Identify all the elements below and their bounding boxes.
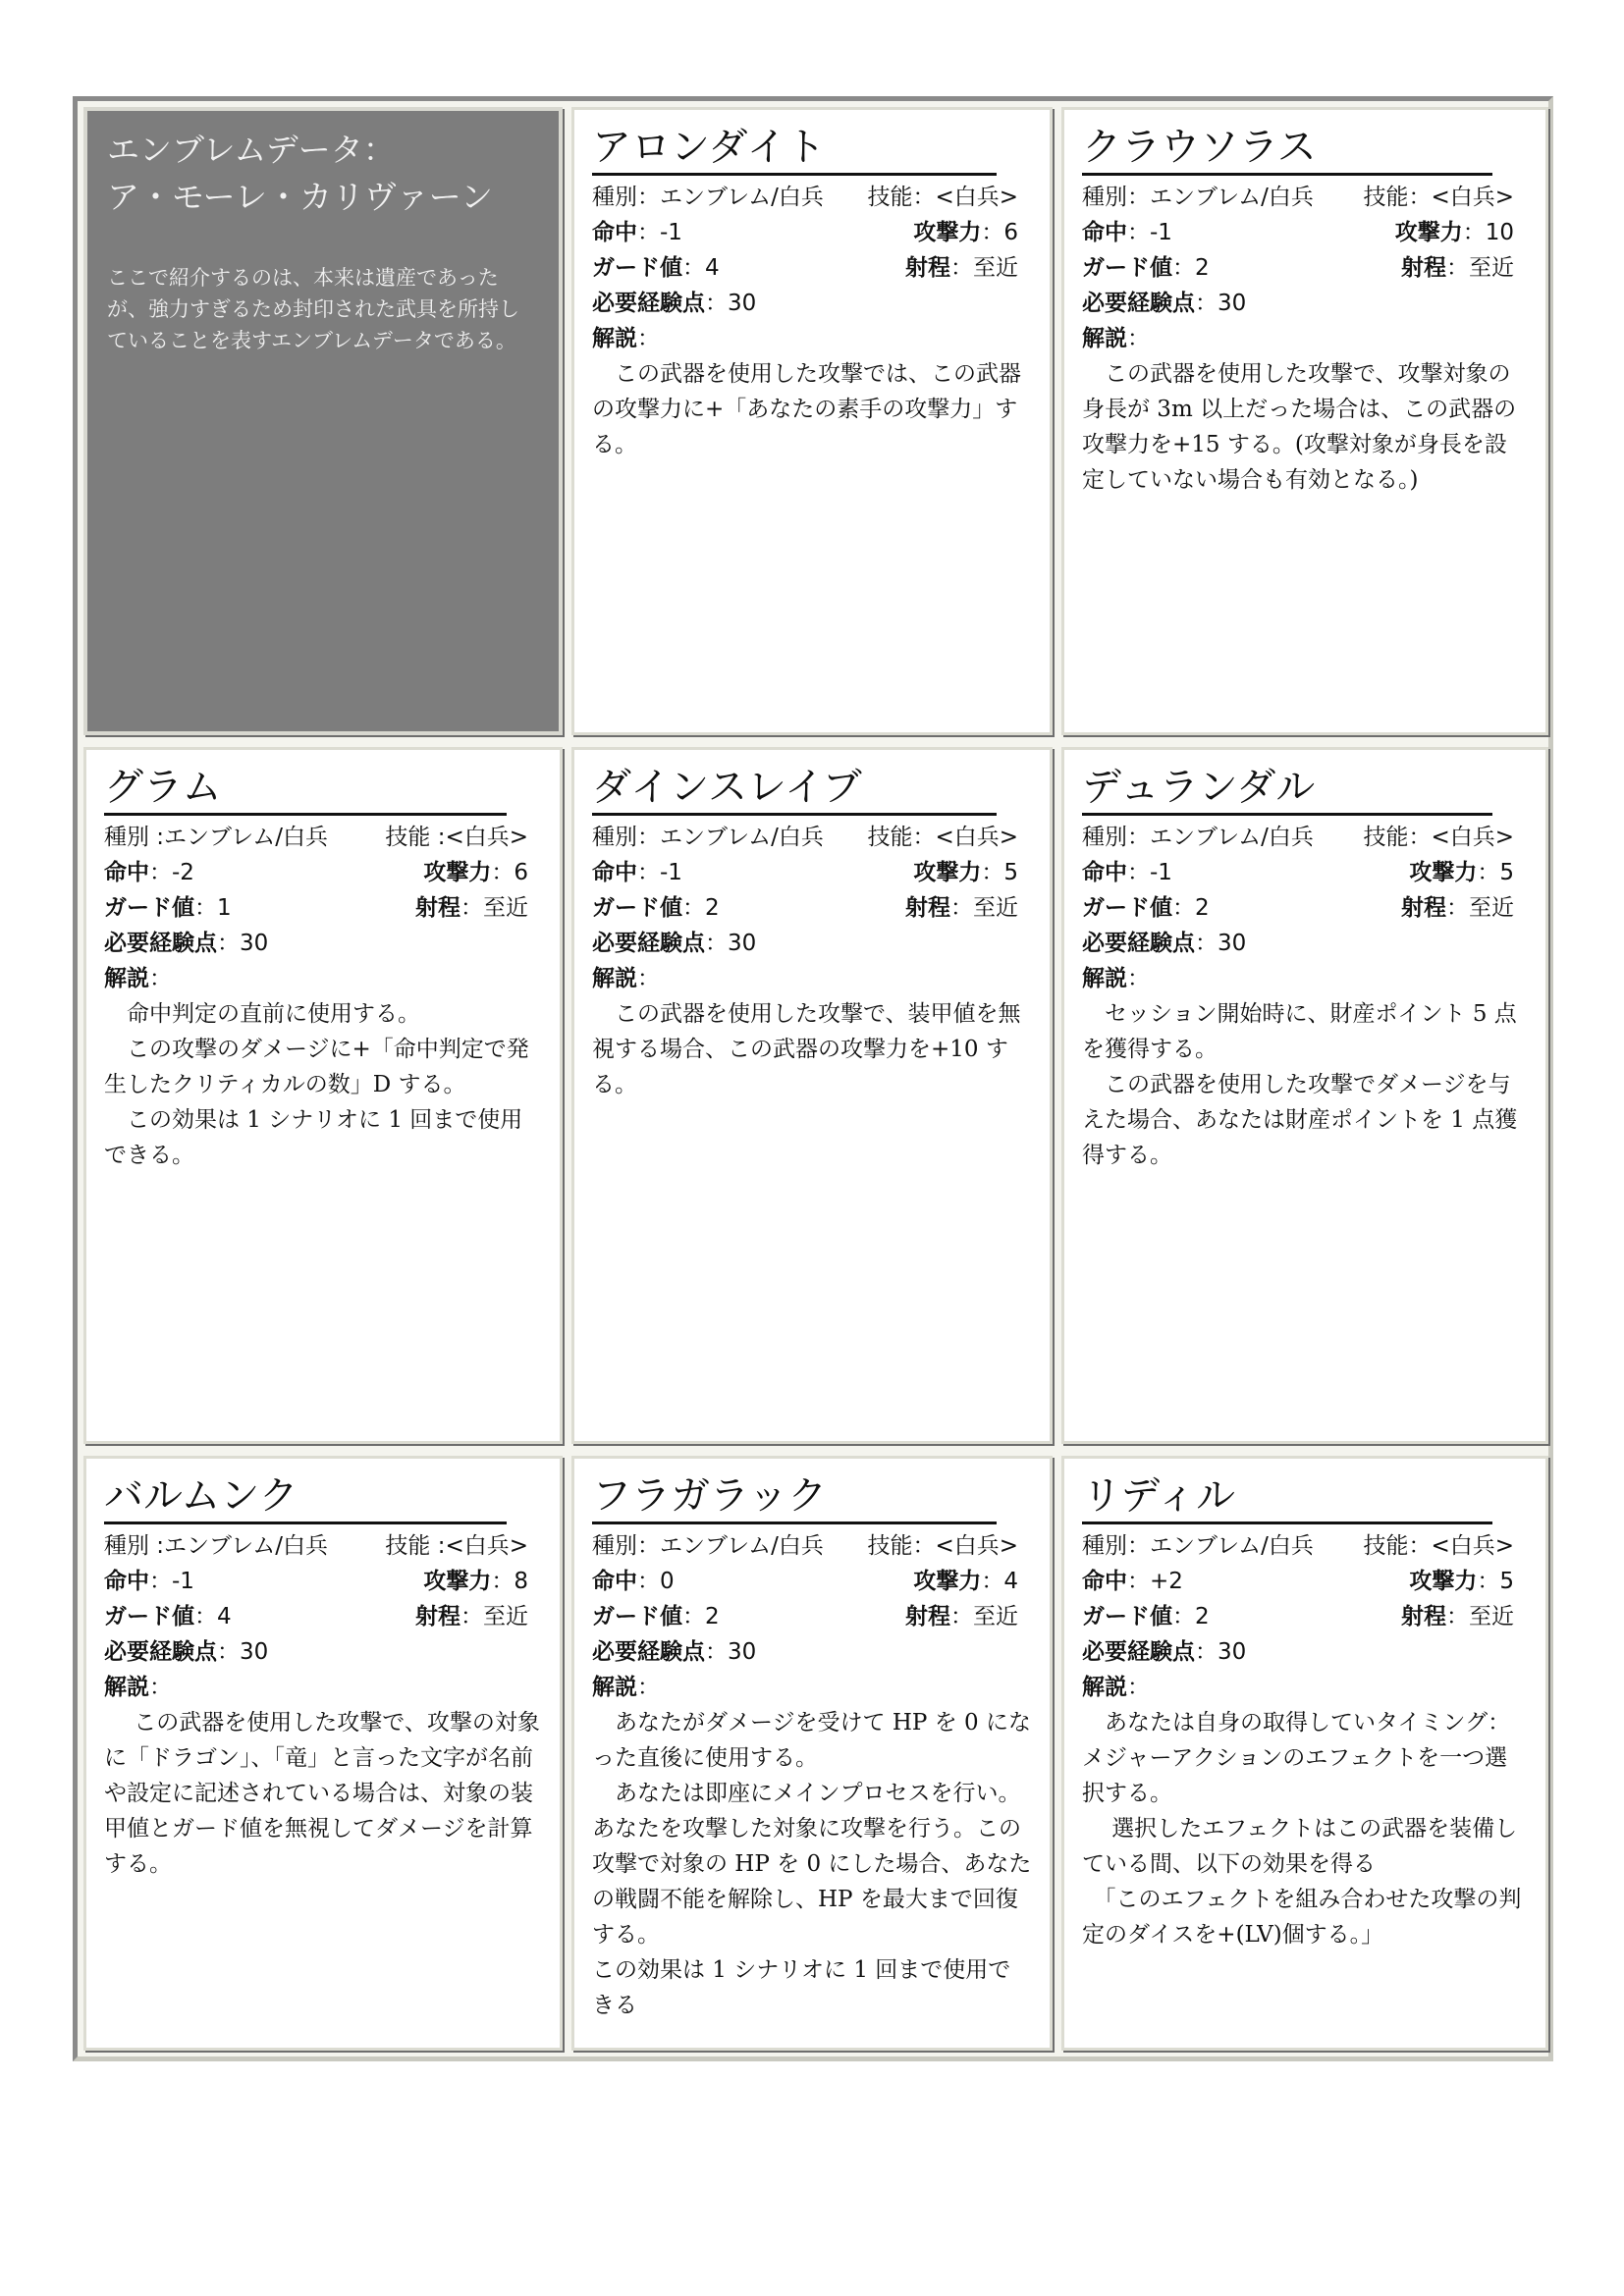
card-description (104, 996, 542, 1173)
emblem-card-arondight (571, 107, 1053, 735)
range-label: 射程 (1401, 895, 1446, 921)
explanation-label: 解説 (1082, 326, 1127, 351)
exp-row (104, 1634, 542, 1670)
range-value: ：至近 (460, 1604, 528, 1629)
description-paragraph: この攻撃のダメージに+「命中判定で発生したクリティカルの数」D する。 (104, 1037, 529, 1097)
description-paragraph: この効果は 1 シナリオに 1 回まで使用できる。 (104, 1107, 523, 1168)
guard-value: ：2 (1172, 255, 1210, 281)
skill-line: 技能：<白兵> (867, 185, 1018, 210)
type-skill-row (592, 820, 1032, 855)
hit-value: ：0 (637, 1569, 675, 1594)
guard-label: ガード値 (104, 895, 194, 921)
guard-range-row (592, 890, 1032, 926)
exp-row (1082, 926, 1528, 961)
card-name: リディル (1082, 1472, 1492, 1524)
explanation-label: 解説 (1082, 966, 1127, 991)
exp-label: 必要経験点 (1082, 1639, 1195, 1665)
exp-value: ：30 (217, 1639, 269, 1665)
type-line: 種別 :エンブレム/白兵 (104, 1533, 328, 1559)
guard-value: ：2 (682, 895, 720, 921)
description-paragraph: セッション開始時に、財産ポイント 5 点を獲得する。 (1082, 1001, 1517, 1062)
guard-range-row (592, 250, 1032, 286)
explanation-label: 解説 (1082, 1675, 1127, 1700)
attack-value: ：4 (981, 1569, 1018, 1594)
type-line: 種別：エンブレム/白兵 (1082, 1533, 1314, 1559)
skill-line: 技能 :<白兵> (385, 825, 528, 850)
card-name: グラム (104, 764, 507, 816)
range-value: ：至近 (1446, 1604, 1514, 1629)
type-skill-row (104, 820, 542, 855)
attack-label: 攻撃力 (1409, 860, 1478, 885)
guard-label: ガード値 (592, 255, 682, 281)
type-line: 種別：エンブレム/白兵 (1082, 825, 1314, 850)
explanation-row: 解説： (1082, 966, 1150, 991)
description-paragraph: 「このエフェクトを組み合わせた攻撃の判定のダイスを+(LV)個する。」 (1082, 1887, 1522, 1948)
emblem-card-balmung (83, 1456, 563, 2051)
exp-row (1082, 286, 1528, 321)
range-label: 射程 (905, 895, 950, 921)
explanation-row: 解説： (1082, 326, 1150, 351)
range-label: 射程 (1401, 255, 1446, 281)
emblem-card-dainsleif (571, 747, 1053, 1444)
guard-label: ガード値 (104, 1604, 194, 1629)
attack-label: 攻撃力 (913, 1569, 982, 1594)
hit-attack-row (1082, 855, 1528, 890)
attack-value: ：6 (491, 860, 528, 885)
range-label: 射程 (415, 895, 460, 921)
attack-label: 攻撃力 (913, 860, 982, 885)
type-skill-row (592, 180, 1032, 215)
hit-attack-row (104, 855, 542, 890)
explanation-row: 解説： (592, 1675, 660, 1700)
type-skill-row (592, 1528, 1032, 1564)
description-paragraph: あなたは自身の取得していタイミング：メジャーアクションのエフェクトを一つ選択する。 (1082, 1710, 1511, 1806)
exp-row (592, 286, 1032, 321)
skill-line: 技能：<白兵> (1363, 825, 1514, 850)
guard-range-row (1082, 890, 1528, 926)
hit-label: 命中 (1082, 860, 1127, 885)
skill-line: 技能：<白兵> (1363, 1533, 1514, 1559)
card-name: デュランダル (1082, 764, 1492, 816)
description-paragraph: この武器を使用した攻撃では、この武器の攻撃力に+「あなたの素手の攻撃力」する。 (592, 361, 1021, 457)
type-skill-row (1082, 1528, 1528, 1564)
skill-line: 技能：<白兵> (1363, 185, 1514, 210)
guard-value: ：1 (194, 895, 232, 921)
range-value: ：至近 (460, 895, 528, 921)
type-line: 種別：エンブレム/白兵 (592, 825, 824, 850)
guard-range-row (104, 890, 542, 926)
explanation-row: 解説： (1082, 1675, 1150, 1700)
hit-attack-row (104, 1564, 542, 1599)
guard-label: ガード値 (1082, 1604, 1172, 1629)
hit-value: ：-1 (1127, 860, 1172, 885)
card-description (1082, 996, 1528, 1173)
exp-label: 必要経験点 (104, 1639, 217, 1665)
guard-label: ガード値 (1082, 895, 1172, 921)
exp-label: 必要経験点 (592, 291, 705, 316)
hit-label: 命中 (592, 220, 637, 245)
attack-value: ：6 (981, 220, 1018, 245)
attack-value: ：10 (1462, 220, 1514, 245)
card-description (592, 356, 1032, 462)
type-line: 種別：エンブレム/白兵 (1082, 185, 1314, 210)
intro-title-line1: エンブレムデータ： (107, 131, 396, 169)
card-description (104, 1705, 542, 1882)
exp-label: 必要経験点 (1082, 931, 1195, 956)
description-paragraph: この武器を使用した攻撃で、装甲値を無視する場合、この武器の攻撃力を+10 する。 (592, 1001, 1021, 1097)
intro-title-line2: ア・モーレ・カリヴァーン (107, 178, 494, 216)
exp-value: ：30 (1195, 291, 1247, 316)
skill-line: 技能：<白兵> (867, 1533, 1018, 1559)
type-line: 種別：エンブレム/白兵 (592, 1533, 824, 1559)
guard-range-row (104, 1599, 542, 1634)
guard-label: ガード値 (592, 1604, 682, 1629)
explanation-label: 解説 (592, 966, 637, 991)
emblem-card-gram (83, 747, 563, 1444)
hit-value: ：+2 (1127, 1569, 1183, 1594)
attack-label: 攻撃力 (1394, 220, 1463, 245)
exp-label: 必要経験点 (592, 931, 705, 956)
attack-label: 攻撃力 (913, 220, 982, 245)
hit-label: 命中 (1082, 220, 1127, 245)
range-value: ：至近 (950, 255, 1018, 281)
type-skill-row (1082, 820, 1528, 855)
exp-value: ：30 (1195, 1639, 1247, 1665)
guard-value: ：4 (682, 255, 720, 281)
exp-value: ：30 (705, 1639, 757, 1665)
emblem-card-claiomh-solais (1061, 107, 1548, 735)
hit-label: 命中 (104, 860, 149, 885)
type-line: 種別：エンブレム/白兵 (592, 185, 824, 210)
exp-value: ：30 (705, 291, 757, 316)
guard-value: ：2 (682, 1604, 720, 1629)
emblem-card-fragarach (571, 1456, 1053, 2051)
attack-value: ：8 (491, 1569, 528, 1594)
description-paragraph: この効果は 1 シナリオに 1 回まで使用できる (592, 1957, 1011, 2018)
card-name: バルムンク (104, 1472, 507, 1524)
guard-range-row (1082, 1599, 1528, 1634)
range-value: ：至近 (950, 895, 1018, 921)
hit-value: ：-1 (637, 860, 682, 885)
skill-line: 技能 :<白兵> (385, 1533, 528, 1559)
attack-value: ：5 (1477, 1569, 1514, 1594)
exp-label: 必要経験点 (104, 931, 217, 956)
explanation-label: 解説 (592, 326, 637, 351)
type-skill-row (1082, 180, 1528, 215)
description-paragraph: 命中判定の直前に使用する。 (104, 1001, 420, 1027)
exp-row (592, 1634, 1032, 1670)
explanation-row: 解説： (592, 326, 660, 351)
attack-label: 攻撃力 (1409, 1569, 1478, 1594)
explanation-row: 解説： (592, 966, 660, 991)
range-label: 射程 (1401, 1604, 1446, 1629)
hit-label: 命中 (592, 860, 637, 885)
exp-value: ：30 (705, 931, 757, 956)
exp-value: ：30 (1195, 931, 1247, 956)
hit-value: ：-2 (149, 860, 194, 885)
hit-attack-row (1082, 1564, 1528, 1599)
hit-attack-row (592, 855, 1032, 890)
card-name: フラガラック (592, 1472, 997, 1524)
description-paragraph: この武器を使用した攻撃で、攻撃の対象に「ドラゴン」、「竜」と言った文字が名前や設定に記述されている場合は、対象の装甲値とガード値を無視してダメージを計算する。 (104, 1710, 540, 1877)
guard-range-row (592, 1599, 1032, 1634)
guard-label: ガード値 (592, 895, 682, 921)
description-paragraph: あなたは即座にメインプロセスを行い。あなたを攻撃した対象に攻撃を行う。この攻撃で対象の HP を 0 にした場合、あなたの戦闘不能を解除し、HP を最大まで回復する。 (592, 1781, 1032, 1948)
attack-value: ：5 (981, 860, 1018, 885)
hit-label: 命中 (104, 1569, 149, 1594)
guard-value: ：2 (1172, 1604, 1210, 1629)
hit-value: ：-1 (637, 220, 682, 245)
range-label: 射程 (905, 1604, 950, 1629)
hit-attack-row (592, 1564, 1032, 1599)
exp-value: ：30 (217, 931, 269, 956)
range-value: ：至近 (1446, 255, 1514, 281)
attack-label: 攻撃力 (423, 860, 492, 885)
attack-label: 攻撃力 (423, 1569, 492, 1594)
explanation-row: 解説： (104, 1675, 172, 1700)
exp-row (592, 926, 1032, 961)
skill-line: 技能：<白兵> (867, 825, 1018, 850)
guard-range-row (1082, 250, 1528, 286)
attack-value: ：5 (1477, 860, 1514, 885)
emblem-grid (73, 96, 1553, 2061)
card-description (1082, 1705, 1528, 1952)
hit-value: ：-1 (149, 1569, 194, 1594)
card-description (592, 1705, 1032, 2023)
explanation-label: 解説 (104, 1675, 149, 1700)
explanation-label: 解説 (104, 966, 149, 991)
guard-value: ：4 (194, 1604, 232, 1629)
type-skill-row (104, 1528, 542, 1564)
intro-panel (83, 107, 563, 735)
range-label: 射程 (415, 1604, 460, 1629)
emblem-card-hrotti-ridill (1061, 1456, 1548, 2051)
hit-value: ：-1 (1127, 220, 1172, 245)
description-paragraph: この武器を使用した攻撃で、攻撃対象の身長が 3m 以上だった場合は、この武器の攻撃力を+15 する。(攻撃対象が身長を設定していない場合も有効となる。) (1082, 361, 1517, 493)
description-paragraph: この武器を使用した攻撃でダメージを与えた場合、あなたは財産ポイントを 1 点獲得する。 (1082, 1072, 1518, 1168)
range-label: 射程 (905, 255, 950, 281)
card-description (592, 996, 1032, 1102)
hit-label: 命中 (1082, 1569, 1127, 1594)
description-paragraph: あなたがダメージを受けて HP を 0 になった直後に使用する。 (592, 1710, 1031, 1771)
exp-label: 必要経験点 (1082, 291, 1195, 316)
range-value: ：至近 (1446, 895, 1514, 921)
guard-value: ：2 (1172, 895, 1210, 921)
card-name: アロンダイト (592, 124, 997, 176)
exp-row (104, 926, 542, 961)
exp-row (1082, 1634, 1528, 1670)
type-line: 種別 :エンブレム/白兵 (104, 825, 328, 850)
exp-label: 必要経験点 (592, 1639, 705, 1665)
card-name: クラウソラス (1082, 124, 1492, 176)
guard-label: ガード値 (1082, 255, 1172, 281)
emblem-card-durandal (1061, 747, 1548, 1444)
explanation-label: 解説 (592, 1675, 637, 1700)
hit-attack-row (1082, 215, 1528, 250)
card-name: ダインスレイブ (592, 764, 997, 816)
hit-attack-row (592, 215, 1032, 250)
card-description (1082, 356, 1528, 498)
hit-label: 命中 (592, 1569, 637, 1594)
intro-description: ここで紹介するのは、本来は遺産であったが、強力すぎるため封印された武具を所持していることを表すエンブレムデータである。 (107, 266, 519, 352)
explanation-row: 解説： (104, 966, 172, 991)
range-value: ：至近 (950, 1604, 1018, 1629)
description-paragraph: 選択したエフェクトはこの武器を装備している間、以下の効果を得る (1082, 1816, 1518, 1877)
